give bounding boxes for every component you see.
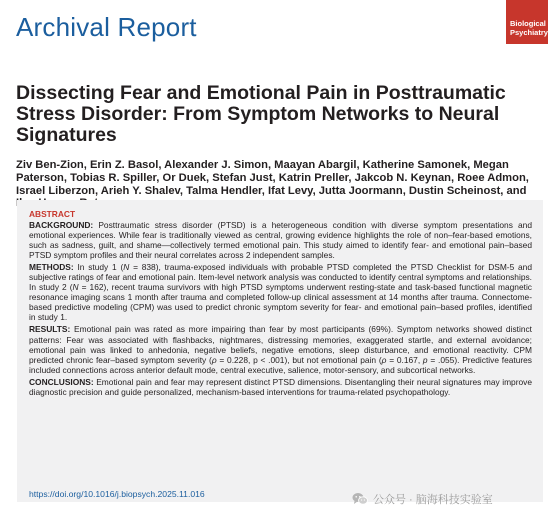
watermark <box>352 491 538 507</box>
journal-logo-line: Biological <box>510 19 546 28</box>
background-label: BACKGROUND: <box>29 220 94 230</box>
results-text: = 0.228, p < .001), but not emotional pain ( <box>216 354 382 365</box>
abstract-background <box>29 220 532 260</box>
methods-sample-symbol: N <box>72 282 79 293</box>
journal-logo-line: Psychiatry <box>510 27 548 37</box>
journal-logo <box>506 0 548 44</box>
paper-title: Dissecting Fear and Emotional Pain in Posttraumatic Stress Disorder: From Symptom Networks to Neural Signatures <box>16 82 506 146</box>
results-text: = .055). Predictive features included connections across anterior default mode, central executive, salience, motor-sensory, and subcortical networks. <box>29 354 532 375</box>
results-rho-symbol: ρ <box>381 354 387 365</box>
results-p-symbol: p <box>422 354 428 365</box>
wechat-icon <box>352 492 368 506</box>
abstract-methods <box>29 262 532 322</box>
abstract-heading: ABSTRACT <box>29 209 76 219</box>
results-text: Emotional pain was rated as more impairing than fear by most participants (69%). Symptom networks showed distinct patterns: Fear was associated with flashbacks, nightmares, distressing memories, exaggerated startle, and external avoidance; emotional pain was linked to anhedonia, negative beliefs, negative emotions, sleep disturbance, and emotional reactivity. CPM predicted chronic fear–based symptom severity ( <box>29 324 532 365</box>
author-list: Ziv Ben-Zion, Erin Z. Basol, Alexander J. Simon, Maayan Abargil, Katherine Samonek, Megan Paterson, Tobias R. Spiller, Or Duek, Stefan Just, Katrin Preller, Jakcob N. Keynan, Roee Admon, Israel Liberzon, Arieh Y. Shalev, Talma Hendler, Ifat Levy, Jutta Joormann, Dustin Scheinost, and <box>16 159 529 197</box>
abstract-conclusions <box>29 377 532 397</box>
results-label: RESULTS: <box>29 324 71 335</box>
conclusions-text: Emotional pain and fear may represent distinct PTSD dimensions. Disentangling their neural signatures may improve diagnostic precision and guide personalized, mechanism-based interventions for trauma-related psychopathology. <box>29 376 532 397</box>
abstract-box <box>17 200 543 502</box>
methods-label: METHODS: <box>29 262 74 273</box>
methods-text: In study 1 ( <box>73 262 124 273</box>
methods-text: = 838), trauma-exposed individuals with probable PTSD completed the PTSD Checklist for DSM-5 and subjective ratings of fear and emotional pain. Item-level network analysis was conducted to identify central symptoms and relationships. In study 2 ( <box>29 262 532 293</box>
doi-link[interactable]: https://doi.org/10.1016/j.biopsych.2025.11.016 <box>29 489 205 499</box>
methods-sample-symbol: N <box>123 262 130 273</box>
section-label: Archival Report <box>16 12 197 42</box>
abstract-content <box>29 210 532 399</box>
background-text: Posttraumatic stress disorder (PTSD) is a heterogeneous condition with diverse symptom presentations and emotional experiences. While fear is traditionally viewed as central, growing evidence highlights the role of non–fear-based emotions, such as sadness, guilt, and shame—collectively termed emotional pain. This study aimed to identify fear- and emotional pain–based PTSD symptom profiles and their neural correlates across 2 independent samples. <box>29 220 532 261</box>
results-text: = 0.167, <box>386 354 423 365</box>
watermark-text: 公众号 · 脑海科技实验室 <box>373 494 493 506</box>
abstract-results <box>29 324 532 374</box>
conclusions-label: CONCLUSIONS: <box>29 376 94 387</box>
methods-text: = 162), recent trauma survivors with high PTSD symptoms underwent resting-state and task-based functional magnetic resonance imaging scans 1 month after trauma and completed follow-up clinical assessment at 14 months after trauma. Connectome-based predictive modeling (CPM) was used to predict chronic symptom severity for fear- and emotional pain–based profiles, identified in study 1. <box>29 282 532 323</box>
results-rho-symbol: ρ <box>211 354 217 365</box>
